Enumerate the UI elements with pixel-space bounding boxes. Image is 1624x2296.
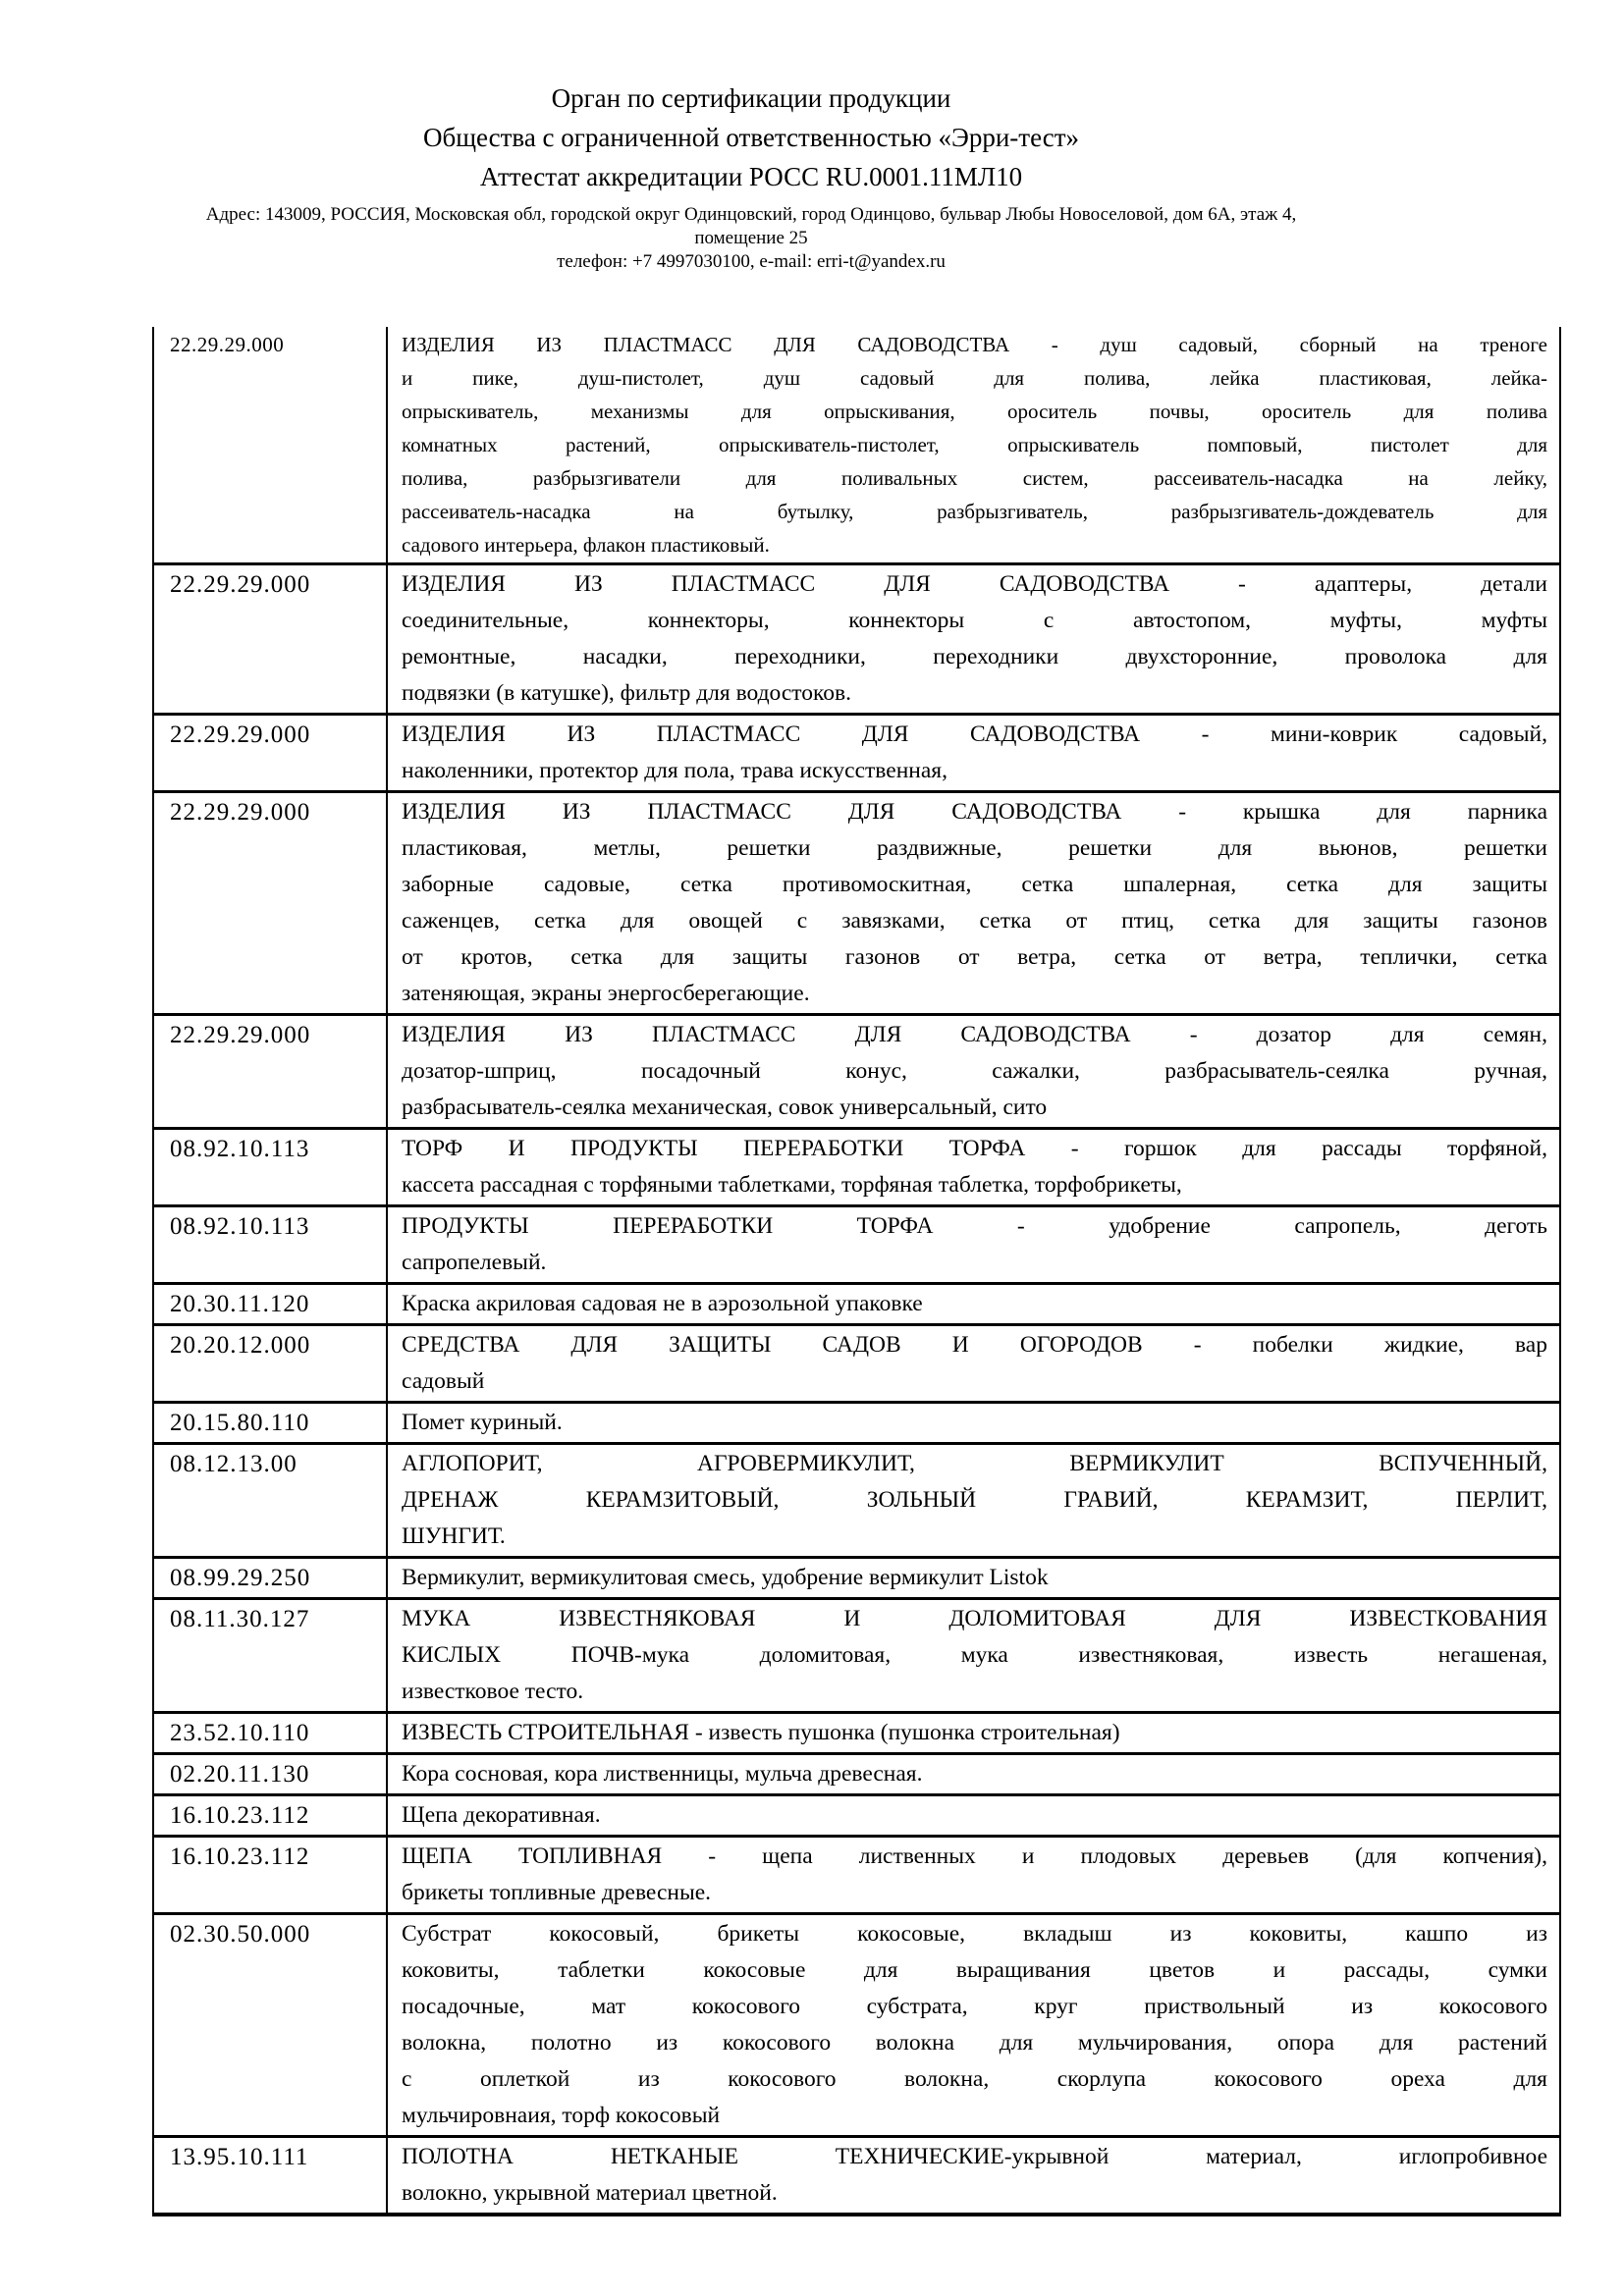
description-cell (387, 1284, 1560, 1325)
table-row (153, 715, 1560, 792)
table-row (153, 1444, 1560, 1558)
code-cell: 20.15.80.110 (153, 1403, 387, 1444)
product-table (152, 327, 1561, 2216)
description-line: посадочные, мат кокосового субстрата, круг приствольный из кокосового (402, 1994, 1547, 2019)
description-cell (387, 1837, 1560, 1914)
description-line: опрыскиватель, механизмы для опрыскивания, ороситель почвы, ороситель для полива (402, 400, 1547, 423)
description-line: ДРЕНАЖ КЕРАМЗИТОВЫЙ, ЗОЛЬНЫЙ ГРАВИЙ, КЕРАМЗИТ, ПЕРЛИТ, (402, 1487, 1547, 1513)
description-line: с оплеткой из кокосового волокна, скорлупа кокосового ореха для (402, 2066, 1547, 2092)
description-line: садового интерьера, флакон пластиковый. (402, 533, 770, 557)
description-line: наколенники, протектор для пола, трава искусственная, (402, 758, 947, 783)
description-cell (387, 1129, 1560, 1206)
description-line: ТОРФ И ПРОДУКТЫ ПЕРЕРАБОТКИ ТОРФА - горшок для рассады торфяной, (402, 1136, 1547, 1161)
description-line: ПРОДУКТЫ ПЕРЕРАБОТКИ ТОРФА - удобрение сапропель, деготь (402, 1213, 1547, 1239)
table-row (153, 1403, 1560, 1444)
accreditation-line: Аттестат аккредитации РОСС RU.0001.11МЛ10 (479, 162, 1023, 191)
product-table-body (153, 327, 1560, 2215)
description-cell (387, 1713, 1560, 1754)
code-cell: 08.92.10.113 (153, 1206, 387, 1284)
code-cell: 08.12.13.00 (153, 1444, 387, 1558)
description-line: известковое тесто. (402, 1679, 584, 1704)
description-line: ИЗДЕЛИЯ ИЗ ПЛАСТМАСС ДЛЯ САДОВОДСТВА - душ садовый, сборный на треноге (402, 333, 1547, 356)
description-cell (387, 1403, 1560, 1444)
code-cell: 08.11.30.127 (153, 1599, 387, 1713)
description-line: Вермикулит, вермикулитовая смесь, удобрение вермикулит Listok (402, 1565, 1049, 1590)
description-cell (387, 1914, 1560, 2137)
org-title-line-2: Общества с ограниченной ответственностью «Эрри-тест» (422, 123, 1080, 152)
description-line: ПОЛОТНА НЕТКАНЫЕ ТЕХНИЧЕСКИЕ-укрывной материал, иглопробивное (402, 2144, 1547, 2169)
description-line: ИЗДЕЛИЯ ИЗ ПЛАСТМАСС ДЛЯ САДОВОДСТВА - дозатор для семян, (402, 1022, 1547, 1047)
address-block (152, 203, 1350, 274)
table-row (153, 1558, 1560, 1599)
table-row (153, 1754, 1560, 1795)
description-line: полива, разбрызгиватели для поливальных систем, рассеиватель-насадка на лейку, (402, 466, 1547, 490)
description-line: затеняющая, экраны энергосберегающие. (402, 981, 810, 1006)
description-cell (387, 792, 1560, 1015)
description-line: ИЗВЕСТЬ СТРОИТЕЛЬНАЯ - известь пушонка (пушонка строительная) (402, 1720, 1120, 1745)
table-row (153, 564, 1560, 715)
description-line: саженцев, сетка для овощей с завязками, сетка от птиц, сетка для защиты газонов (402, 908, 1547, 934)
table-row (153, 1713, 1560, 1754)
description-line: брикеты топливные древесные. (402, 1880, 712, 1905)
description-line: волокна, полотно из кокосового волокна для мульчирования, опора для растений (402, 2030, 1547, 2056)
code-cell: 08.99.29.250 (153, 1558, 387, 1599)
table-row (153, 1795, 1560, 1837)
code-cell: 22.29.29.000 (153, 564, 387, 715)
description-line: ИЗДЕЛИЯ ИЗ ПЛАСТМАСС ДЛЯ САДОВОДСТВА - крышка для парника (402, 799, 1547, 825)
description-line: волокно, укрывной материал цветной. (402, 2180, 778, 2206)
description-line: Краска акриловая садовая не в аэрозольной упаковке (402, 1291, 923, 1316)
description-line: подвязки (в катушке), фильтр для водостоков. (402, 680, 851, 706)
code-cell: 22.29.29.000 (153, 715, 387, 792)
code-cell: 02.20.11.130 (153, 1754, 387, 1795)
description-line: комнатных растений, опрыскиватель-пистолет, опрыскиватель помповый, пистолет для (402, 433, 1547, 456)
description-line: от кротов, сетка для защиты газонов от ветра, сетка от ветра, теплички, сетка (402, 944, 1547, 970)
table-row (153, 1837, 1560, 1914)
description-line: ИЗДЕЛИЯ ИЗ ПЛАСТМАСС ДЛЯ САДОВОДСТВА - адаптеры, детали (402, 571, 1547, 597)
description-line: и пике, душ-пистолет, душ садовый для полива, лейка пластиковая, лейка- (402, 366, 1547, 390)
code-cell: 02.30.50.000 (153, 1914, 387, 2137)
code-cell: 20.30.11.120 (153, 1284, 387, 1325)
table-row (153, 1914, 1560, 2137)
description-line: разбрасыватель-сеялка механическая, совок универсальный, сито (402, 1095, 1048, 1120)
description-cell (387, 1558, 1560, 1599)
description-cell (387, 1325, 1560, 1403)
description-cell (387, 1444, 1560, 1558)
table-row (153, 1325, 1560, 1403)
org-title-line-1: Орган по сертификации продукции (551, 83, 951, 113)
description-line: заборные садовые, сетка противомоскитная, сетка шпалерная, сетка для защиты (402, 872, 1547, 897)
description-cell (387, 715, 1560, 792)
description-line: пластиковая, метлы, решетки раздвижные, решетки для вьюнов, решетки (402, 835, 1547, 861)
description-line: сапропелевый. (402, 1250, 547, 1275)
code-cell: 22.29.29.000 (153, 1015, 387, 1129)
description-line: Кора сосновая, кора лиственницы, мульча древесная. (402, 1761, 923, 1787)
description-line: СРЕДСТВА ДЛЯ ЗАЩИТЫ САДОВ И ОГОРОДОВ - побелки жидкие, вар (402, 1332, 1547, 1358)
code-cell: 13.95.10.111 (153, 2137, 387, 2216)
description-line: Щепа декоративная. (402, 1802, 601, 1828)
table-row (153, 1015, 1560, 1129)
table-row (153, 2137, 1560, 2216)
code-cell: 08.92.10.113 (153, 1129, 387, 1206)
description-line: Помет куриный. (402, 1410, 563, 1435)
code-cell: 22.29.29.000 (153, 792, 387, 1015)
table-row (153, 1599, 1560, 1713)
code-cell: 16.10.23.112 (153, 1837, 387, 1914)
code-cell: 20.20.12.000 (153, 1325, 387, 1403)
code-cell: 16.10.23.112 (153, 1795, 387, 1837)
table-row (153, 1129, 1560, 1206)
code-cell: 23.52.10.110 (153, 1713, 387, 1754)
description-line: Субстрат кокосовый, брикеты кокосовые, вкладыш из коковиты, кашпо из (402, 1921, 1547, 1947)
description-cell (387, 327, 1560, 564)
description-cell (387, 2137, 1560, 2216)
description-line: ИЗДЕЛИЯ ИЗ ПЛАСТМАСС ДЛЯ САДОВОДСТВА - мини-коврик садовый, (402, 721, 1547, 747)
description-line: садовый (402, 1368, 485, 1394)
description-line: дозатор-шприц, посадочный конус, сажалки, разбрасыватель-сеялка ручная, (402, 1058, 1547, 1084)
document-header (152, 79, 1350, 274)
description-line: ШУНГИТ. (402, 1523, 506, 1549)
description-line: МУКА ИЗВЕСТНЯКОВАЯ И ДОЛОМИТОВАЯ ДЛЯ ИЗВЕСТКОВАНИЯ (402, 1606, 1547, 1631)
description-line: коковиты, таблетки кокосовые для выращивания цветов и рассады, сумки (402, 1957, 1547, 1983)
description-cell (387, 564, 1560, 715)
address-line-2: помещение 25 (694, 228, 808, 248)
description-line: ремонтные, насадки, переходники, переходники двухсторонние, проволока для (402, 644, 1547, 669)
table-row (153, 1284, 1560, 1325)
contact-line: телефон: +7 4997030100, e-mail: erri-t@yandex.ru (557, 251, 946, 272)
description-line: мульчировнаия, торф кокосовый (402, 2103, 721, 2128)
description-line: соединительные, коннекторы, коннекторы с автостопом, муфты, муфты (402, 608, 1547, 633)
address-line-1: Адрес: 143009, РОССИЯ, Московская обл, городской округ Одинцовский, город Одинцово, бульвар Любы Новоселовой, дом 6А, этаж 4, (205, 204, 1297, 225)
code-cell: 22.29.29.000 (153, 327, 387, 564)
description-cell (387, 1599, 1560, 1713)
description-line: АГЛОПОРИТ, АГРОВЕРМИКУЛИТ, ВЕРМИКУЛИТ ВСПУЧЕННЫЙ, (402, 1451, 1547, 1476)
description-line: ЩЕПА ТОПЛИВНАЯ - щепа лиственных и плодовых деревьев (для копчения), (402, 1843, 1547, 1869)
table-row (153, 1206, 1560, 1284)
table-row (153, 327, 1560, 564)
description-line: КИСЛЫХ ПОЧВ-мука доломитовая, мука известняковая, известь негашеная, (402, 1642, 1547, 1668)
table-row (153, 792, 1560, 1015)
description-cell (387, 1795, 1560, 1837)
description-cell (387, 1206, 1560, 1284)
description-cell (387, 1754, 1560, 1795)
description-cell (387, 1015, 1560, 1129)
description-line: кассета рассадная с торфяными таблетками, торфяная таблетка, торфобрикеты, (402, 1172, 1182, 1198)
description-line: рассеиватель-насадка на бутылку, разбрызгиватель, разбрызгиватель-дождеватель для (402, 500, 1547, 523)
